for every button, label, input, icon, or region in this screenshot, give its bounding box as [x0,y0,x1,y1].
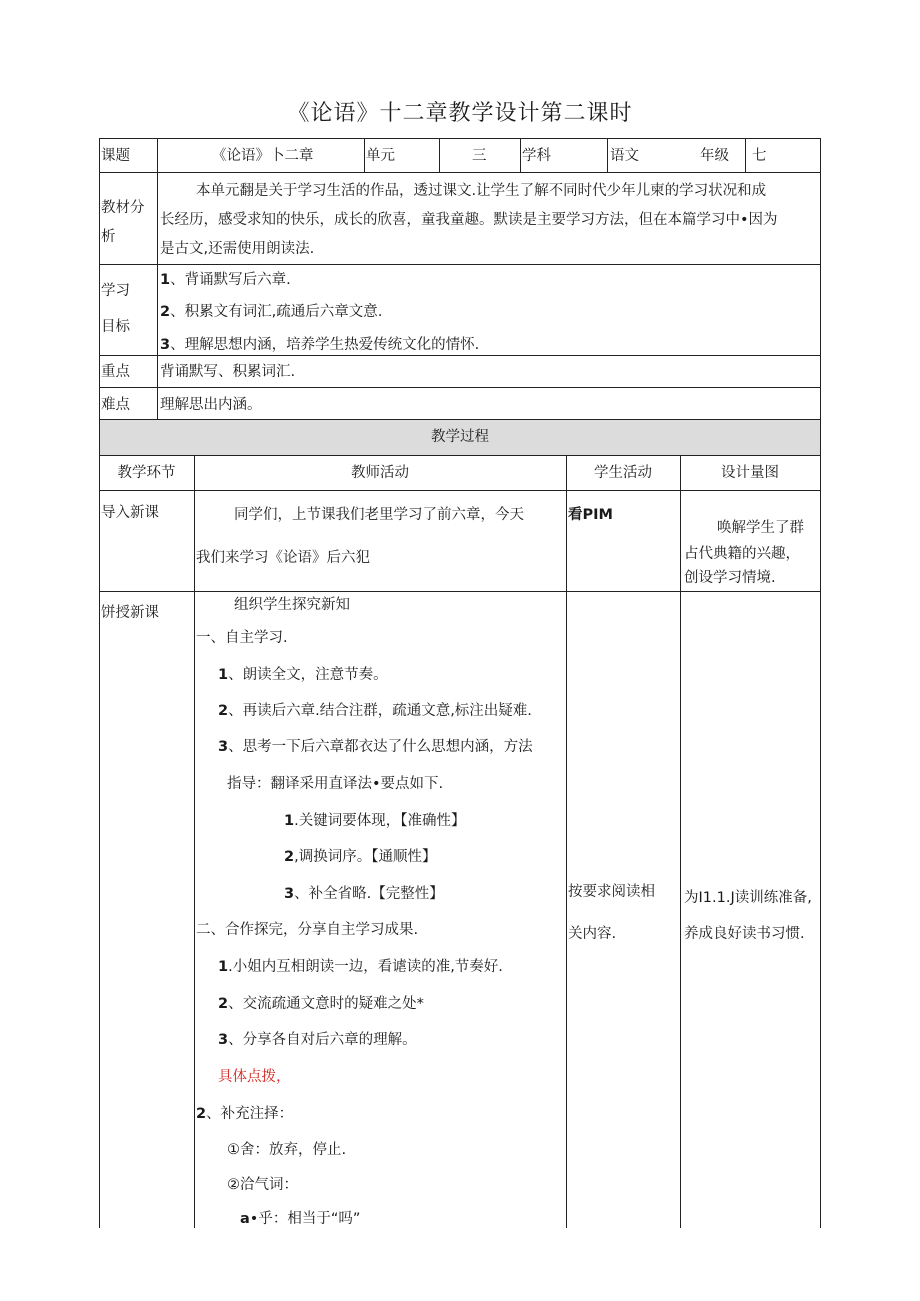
teacher-activity-line: ②洽气词： [227,1177,298,1193]
col-divider [439,138,440,172]
design-line: 创设学习情境. [684,570,776,586]
teacher-activity-line: 2、交流疏通文意时的疑难之处* [218,996,424,1012]
analysis-label: 析 [101,229,116,245]
table-right-border [820,138,821,1228]
key-point-label: 重点 [101,364,130,380]
row-divider [99,455,820,456]
teacher-activity-line: a•乎：相当于“吗” [240,1211,361,1227]
design-line: 占代典籍的兴趣， [684,546,800,562]
col-divider [566,455,567,1228]
subject-label: 学科 [522,148,551,164]
difficulty-text: 理解思出内涵。 [160,397,262,413]
goal-item: 2、积累文有词汇,疏通后六章文意. [160,304,383,320]
student-activity-line: 按要求阅读相 [568,884,655,900]
row-divider [99,591,820,592]
teacher-activity-line: 一、自主学习. [196,630,288,646]
teacher-activity-line: 1.小姐内互相朗读一边，看谑读的准,节奏好. [218,959,503,975]
row-divider [99,355,820,356]
col-divider [745,138,746,172]
process-header: 教学过程 [431,429,489,445]
topic-label: 课题 [101,148,130,164]
analysis-label: 教材分 [101,200,145,216]
teacher-activity-line: ①舍：放弃，停止. [227,1142,347,1158]
column-header: 设计量图 [721,465,779,481]
grade-label: 年级 [700,148,729,164]
teacher-activity-line: 2、补充注择： [196,1106,294,1122]
teacher-activity-line: 1.关键词要体现，【准确性】 [284,813,466,829]
teacher-activity-line: 指导：翻译采用直译法•要点如下. [227,776,444,792]
stage-intro: 导入新课 [101,505,159,521]
subject-value: 语文 [610,148,639,164]
column-header: 教学环节 [117,465,176,481]
difficulty-label: 难点 [101,397,130,413]
goal-item: 1、背诵默写后六章. [160,272,291,288]
grade-value: 七 [752,148,767,164]
analysis-line: 本单元翻是关于学习生活的作品，透过课文.让学生了解不同时代少年儿柬的学习状况和成 [196,183,767,199]
design-line: 为I1.1.J读训练准备, [684,890,812,906]
design-line: 养成良好读书习惯. [684,926,805,942]
teacher-activity-line: 我们来学习《论语》后六犯 [196,550,370,566]
row-divider [99,387,820,388]
goal-item: 3、理解思想内涵，培养学生热爱传统文化的情怀. [160,337,480,353]
student-activity-line: 关内容. [568,926,617,942]
column-header: 学生活动 [594,465,652,481]
col-divider [680,455,681,1228]
row-divider [99,172,820,173]
column-header: 教师活动 [351,465,409,481]
col-divider [607,138,608,172]
col-divider [194,455,195,1228]
teacher-activity-line: 2、再读后六章.结合注群，疏通文意,标注出疑难. [218,703,532,719]
teacher-activity-line: 3、补全省略.【完整性】 [284,886,444,902]
unit-value: 三 [472,148,487,164]
analysis-line: 是古文,还需使用朗读法. [160,241,315,257]
design-line: 唤解学生了群 [717,520,804,536]
document-title: 《论语》十二章教学设计第二课时 [287,101,633,126]
teacher-activity-line: 组织学生探究新知 [234,597,350,613]
goals-label: 目标 [101,319,130,335]
analysis-line: 长经历，感受求知的快乐，成长的欣喜，童我童趣。默读是主要学习方法，但在本篇学习中•因为 [160,212,778,228]
teacher-activity-line: 同学们，上节课我们老里学习了前六章，今天 [234,507,524,523]
row-divider [99,490,820,491]
topic-value: 《论语》卜二章 [212,148,314,164]
teacher-activity-line: 具体点拨， [218,1069,291,1085]
student-activity: 看PIM [568,507,613,523]
key-point-text: 背诵默写、积累词汇. [160,364,296,380]
col-divider [364,138,365,172]
teacher-activity-line: 1、朗读全文，注意节奏。 [218,667,388,683]
teacher-activity-line: 3、思考一下后六章都衣达了什么思想内涵，方法 [218,739,533,755]
stage-new-lesson: 饼授新课 [101,605,159,621]
goals-label: 学习 [101,283,130,299]
col-divider [157,138,158,419]
teacher-activity-line: 二、合作探完，分享自主学习成果. [196,922,419,938]
row-divider [99,264,820,265]
teacher-activity-line: 3、分享各自对后六章的理解。 [218,1032,417,1048]
teacher-activity-line: 2,调换词序。【通顺性】 [284,849,437,865]
table-left-border [99,138,100,1228]
col-divider [520,138,521,172]
table-top-border [99,138,820,139]
unit-label: 单元 [366,148,395,164]
